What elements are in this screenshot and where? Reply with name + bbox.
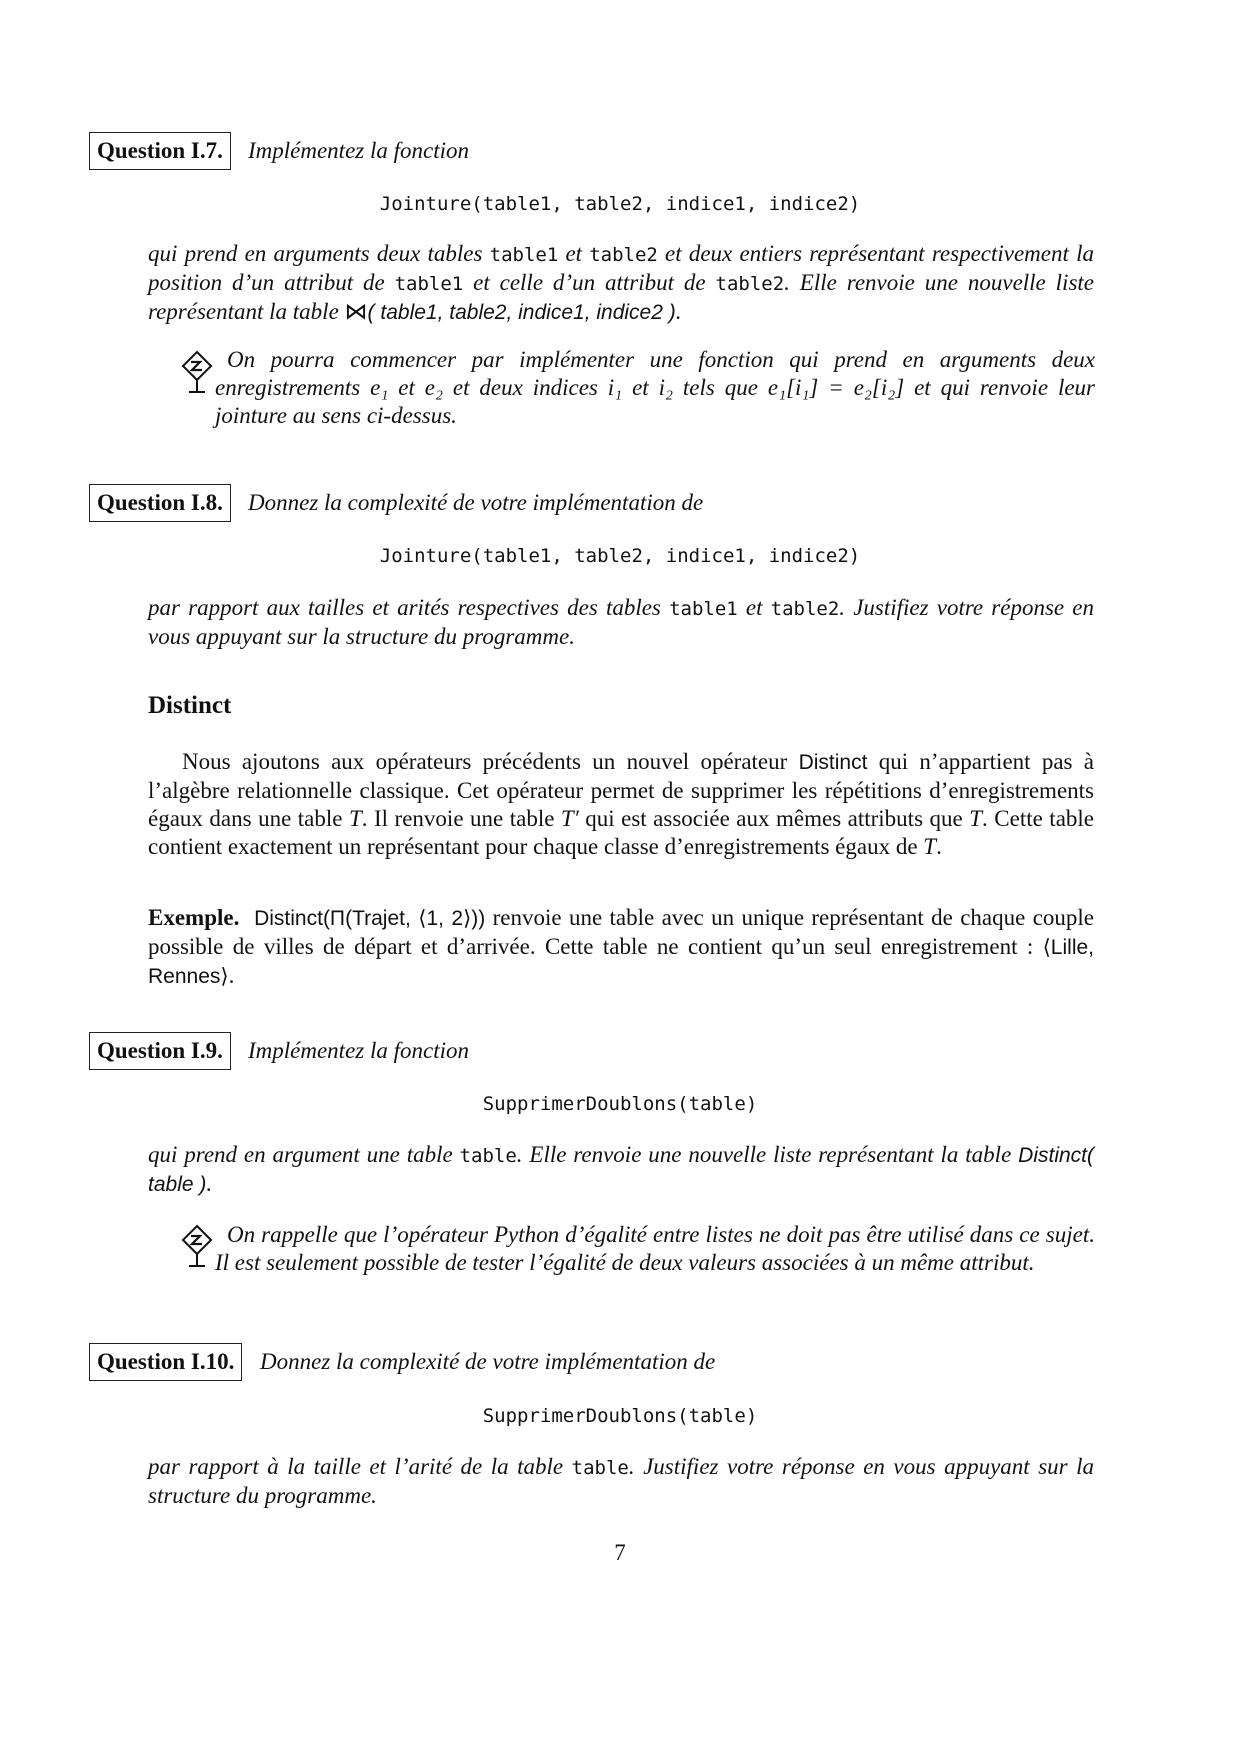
distinct-expression: Distinct( table ) <box>148 1144 1094 1196</box>
example-record: ⟨Lille, Rennes⟩ <box>148 936 1094 988</box>
code-table2: table2 <box>715 273 785 295</box>
code-signature-supprimerdoublons: SupprimerDoublons(table) <box>482 1093 758 1115</box>
code-table2: table2 <box>589 244 658 266</box>
join-symbol: ⋈ <box>344 299 368 324</box>
example-label: Exemple. <box>148 905 240 930</box>
question-title-i9: Implémentez la fonction <box>248 1038 470 1063</box>
code-signature-jointure: Jointure(table1, table2, indice1, indice2) <box>379 193 861 215</box>
question-title-i8: Donnez la complexité de votre implémentation de <box>248 490 704 515</box>
question-label-i8: Question I.8. <box>89 484 231 522</box>
question-label-i10: Question I.10. <box>89 1343 242 1381</box>
join-arguments: ( table1, table2, indice1, indice2 ) <box>367 301 676 324</box>
hint-text-i9: On rappelle que l’opérateur Python d’égalité entre listes ne doit pas être utilisé dans ce sujet. Il est seulement possible de tester l’égalité de deux valeurs associées à un même attribut. <box>215 1222 1095 1275</box>
operator-distinct: Distinct <box>798 751 868 774</box>
question-label-i7: Question I.7. <box>89 132 231 170</box>
page-number: 7 <box>614 1540 626 1565</box>
question-body-i8: par rapport aux tailles et arités respectives des tables table1 et table2. Justifiez votre réponse en vous appuyant sur la structure du programme. <box>148 595 1094 649</box>
example-expression: Distinct(Π(Trajet, ⟨1, 2⟩)) <box>254 907 486 930</box>
question-body-i7: qui prend en arguments deux tables table1 et table2 et deux entiers représentant respectivement la position d’un attribut de table1 et celle d’un attribut de table2. Elle renvoie une nouvelle liste représentant la table ⋈( table1, table2, indice1, indice2 ). <box>148 241 1094 324</box>
distinct-paragraph: Nous ajoutons aux opérateurs précédents un nouvel opérateur Distinct qui n’appartient pas à l’algèbre relationnelle classique. Cet opérateur permet de supprimer les répétitions d’enregistrements égaux dans une table T. Il renvoie une table T′ qui est associée aux mêmes attributs que T. Cette table contient exactement un représentant pour chaque classe d’enregistrements égaux de T. <box>148 749 1095 859</box>
hint-icon <box>180 1224 214 1270</box>
section-heading-distinct: Distinct <box>148 692 232 719</box>
code-table2: table2 <box>770 598 840 620</box>
code-signature-supprimerdoublons: SupprimerDoublons(table) <box>482 1405 758 1427</box>
code-table: table <box>571 1457 629 1479</box>
code-table1: table1 <box>489 244 559 266</box>
code-table: table <box>459 1145 517 1167</box>
code-table1: table1 <box>394 273 464 295</box>
question-body-i9: qui prend en argument une table table. Elle renvoie une nouvelle liste représentant la table Distinct( table ). <box>148 1142 1094 1196</box>
code-table1: table1 <box>669 598 738 620</box>
question-title-i10: Donnez la complexité de votre implémentation de <box>260 1349 716 1374</box>
question-body-i10: par rapport à la taille et l’arité de la table table. Justifiez votre réponse en vous appuyant sur la structure du programme. <box>148 1454 1095 1508</box>
code-signature-jointure: Jointure(table1, table2, indice1, indice2) <box>379 545 861 567</box>
question-label-i9: Question I.9. <box>89 1032 231 1070</box>
example-paragraph: Exemple. Distinct(Π(Trajet, ⟨1, 2⟩)) renvoie une table avec un unique représentant de chaque couple possible de villes de départ et d’arrivée. Cette table ne contient qu’un seul enregistrement : ⟨Lille, Rennes⟩. <box>148 905 1095 988</box>
hint-text-i7: On pourra commencer par implémenter une fonction qui prend en arguments deux enregistrements e₁ et e₂ et deux indices i₁ et i₂ tels que e₁[i₁] = e₂[i₂] et qui renvoie leur jointure au sens ci-dessus. <box>215 347 1095 428</box>
question-title-i7: Implémentez la fonction <box>248 138 470 163</box>
hint-icon <box>180 350 214 396</box>
